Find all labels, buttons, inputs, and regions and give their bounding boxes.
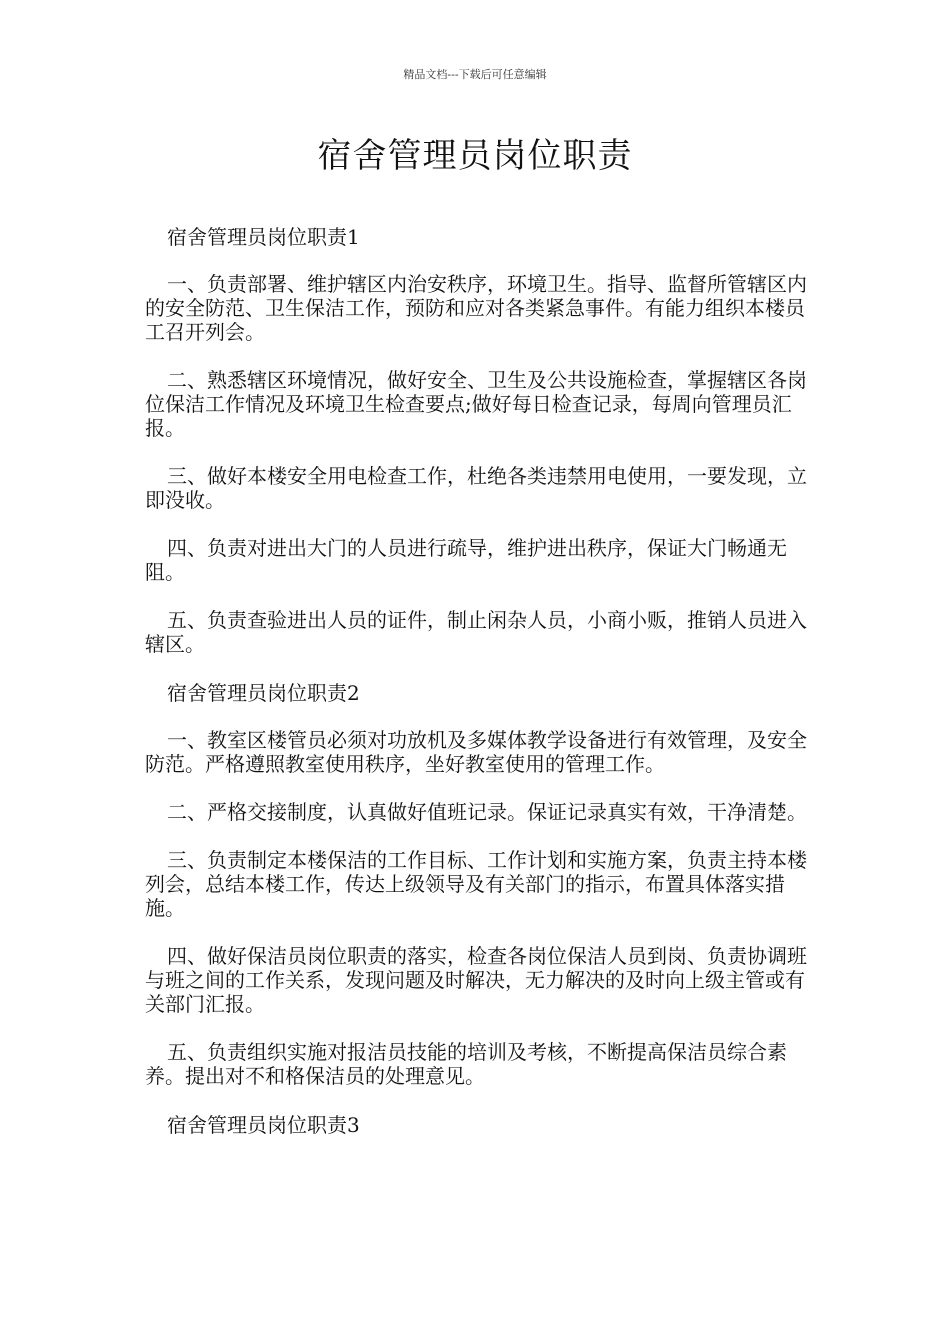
paragraph: 一、教室区楼管员必须对功放机及多媒体教学设备进行有效管理，及安全防范。严格遵照教室使用秩序，坐好教室使用的管理工作。	[145, 728, 807, 776]
section-3	[145, 1112, 810, 1138]
paragraph: 三、负责制定本楼保洁的工作目标、工作计划和实施方案，负责主持本楼列会，总结本楼工作，传达上级领导及有关部门的指示，布置具体落实措施。	[145, 848, 807, 920]
section-heading: 宿舍管理员岗位职责3	[167, 1113, 360, 1137]
section-heading: 宿舍管理员岗位职责2	[167, 681, 360, 705]
paragraph: 二、严格交接制度，认真做好值班记录。保证记录真实有效，干净清楚。	[167, 800, 807, 824]
paragraph: 五、负责查验进出人员的证件，制止闲杂人员，小商小贩，推销人员进入辖区。	[145, 608, 807, 656]
document-body	[145, 224, 810, 1160]
section-heading: 宿舍管理员岗位职责1	[167, 225, 360, 249]
paragraph: 一、负责部署、维护辖区内治安秩序，环境卫生。指导、监督所管辖区内的安全防范、卫生保洁工作，预防和应对各类紧急事件。有能力组织本楼员工召开列会。	[145, 272, 807, 344]
section-1	[145, 224, 810, 656]
paragraph: 五、负责组织实施对报洁员技能的培训及考核，不断提高保洁员综合素养。提出对不和格保洁员的处理意见。	[145, 1040, 787, 1088]
header-note: 精品文档---下载后可任意编辑	[403, 68, 547, 81]
section-2	[145, 680, 810, 1088]
paragraph: 四、做好保洁员岗位职责的落实，检查各岗位保洁人员到岗、负责协调班与班之间的工作关系，发现问题及时解决，无力解决的及时向上级主管或有关部门汇报。	[145, 944, 807, 1016]
document-title: 宿舍管理员岗位职责	[317, 136, 633, 176]
paragraph: 四、负责对进出大门的人员进行疏导，维护进出秩序，保证大门畅通无阻。	[145, 536, 787, 584]
paragraph: 二、熟悉辖区环境情况，做好安全、卫生及公共设施检查，掌握辖区各岗位保洁工作情况及环境卫生检查要点;做好每日检查记录，每周向管理员汇报。	[145, 368, 807, 440]
paragraph: 三、做好本楼安全用电检查工作，杜绝各类违禁用电使用，一要发现，立即没收。	[145, 464, 807, 512]
